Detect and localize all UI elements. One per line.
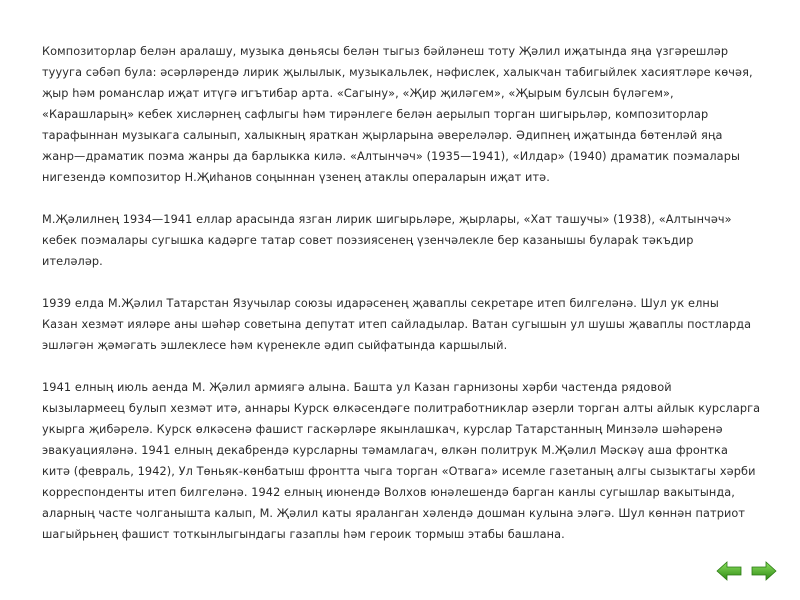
text-line: тарафыннан музыкага салынып, халыкның яраткан җырларына әвереләләр. Әдипнең иҗатында бөтенләй яңа <box>42 129 723 142</box>
text-line: шагыйрьнең фашист тоткынлыгындагы газаплы һәм героик тормыш этабы башлана. <box>42 528 565 541</box>
text-line: М.Җәлилнең 1934—1941 еллар арасында язган лирик шигырьләре, җырлары, «Хат ташучы» (1938), «Алтынчәч» <box>42 213 732 226</box>
arrow-left-icon <box>716 561 742 581</box>
text-line: 1939 елда М.Җәлил Татарстан Язучылар союзы идарәсенең җаваплы секретаре итеп билгеләнә. Шул ук елны <box>42 297 719 310</box>
text-line: кебек поэмалары сугышка кадәрге татар совет поэзиясенең үзенчәлекле бер казанышы булараk тәкъдир <box>42 234 694 247</box>
text-line: «Карашларың» кебек хисләрнең сафлыгы һәм тирәнлеге белән аерылып торган шигырьләр, композиторлар <box>42 108 709 121</box>
text-line: укырга җибәрелә. Курск өлкәсенә фашист гаскәрләре якынлашкач, курслар Татарстанның Минзәлә шәһәренә <box>42 423 723 436</box>
text-line: нигезендә композитор Н.Җиһанов соңыннан үзенең атаклы операларын иҗат итә. <box>42 171 550 184</box>
document-body <box>42 41 782 545</box>
text-line: ителәләр. <box>42 255 103 268</box>
text-line: җыр һәм романслар иҗат итүгә игътибар арта. «Сагыну», «Җир җиләгем», «Җырым булсын бүләгем», <box>42 87 674 100</box>
text-line: жанр—драматик поэма жанры да барлыкка килә. «Алтынчәч» (1935—1941), «Илдар» (1940) драматик поэмалары <box>42 150 740 163</box>
text-line: эшләгән җәмәгать эшлеклесе һәм күренекле әдип сыйфатында каршылый. <box>42 339 508 352</box>
text-line: кызылармеец булып хезмәт итә, аннары Курск өлкәсендәге политработниклар әзерли торган алты айлык курсларга <box>42 402 761 415</box>
back-button[interactable] <box>716 561 742 581</box>
text-line: Композиторлар белән аралашу, музыка дөньясы белән тыгыз бәйләнеш тоту Җәлил иҗатында яңа үзгәрешләр <box>42 45 729 58</box>
arrow-right-icon <box>751 561 777 581</box>
text-line: китә (февраль, 1942), Ул Төньяк-көнбатыш фронтта чыга торган «Отвага» исемле газетаның алгы сызыктагы хәрби <box>42 465 756 478</box>
next-button[interactable] <box>751 561 777 581</box>
text-line: аларның частe чолганышта калып, М. Җәлил каты яраланган хәлендә дошман кулына эләгә. Шул көннән патриот <box>42 507 746 520</box>
paragraph-4 <box>42 377 782 545</box>
text-line: корреспонденты итеп билгеләнә. 1942 елның июнендә Волхов юнәлешендә барган канлы сугышлар вакытында, <box>42 486 735 499</box>
text-line: эвакуацияләнә. 1941 елның декабрендә курсларны тәмамлагач, өлкән политрук М.Җәлил Мәскәү аша фронтка <box>42 444 728 457</box>
text-line: 1941 елның июль аенда М. Җәлил армиягә алына. Башта ул Казан гарнизоны хәрби частенда рядовой <box>42 381 672 394</box>
text-line: Казан хезмәт ияләре аны шәһәр советына депутат итеп сайладылар. Ватан сугышын ул шушы җаваплы постларда <box>42 318 752 331</box>
paragraph-3 <box>42 293 782 356</box>
paragraph-2 <box>42 209 782 272</box>
paragraph-1 <box>42 41 782 188</box>
text-line: туууга сәбәп булa: әсәрләрендә лирик җылылык, музыкальлек, нәфислек, халыкчан табигыйлек хасиятләре көчәя, <box>42 66 753 79</box>
